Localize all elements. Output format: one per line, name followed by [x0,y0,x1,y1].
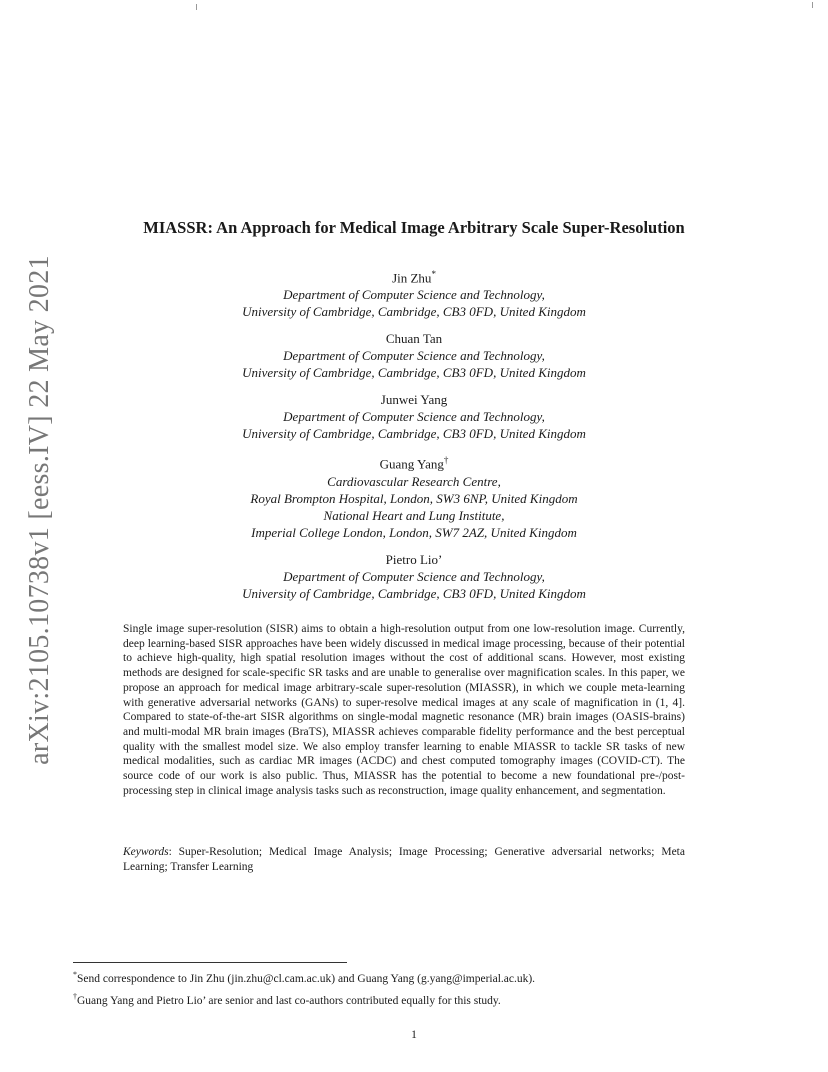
author-name: Pietro Lio’ [385,551,443,567]
author-entry [0,330,828,381]
author-affiliation: Department of Computer Science and Technology, [283,409,545,425]
author-affiliation: Imperial College London, London, SW7 2AZ, United Kingdom [251,524,577,540]
author-entry [0,551,828,602]
abstract: Single image super-resolution (SISR) aims to obtain a high-resolution output from one low-resolution image. Currently, deep learning-based SISR approaches have been widely discussed in medical image processing, because of their potential to achieve high-quality, high spatial resolution images without the cost of additional scans. However, most existing methods are designed for scale-specific SR tasks and are unable to generalise over magnification scales. In this paper, we propose an approach for medical image arbitrary-scale super-resolution (MIASSR), in which we couple meta-learning with generative adversarial networks (GANs) to super-resolve medical images at any scale of magnification in (1, 4]. Compared to state-of-the-art SISR algorithms on single-modal magnetic resonance (MR) brain images (OASIS-brains) and multi-modal MR brain images (BraTS), MIASSR achieves comparable fidelity performance and the best perceptual quality with the smallest model size. We also employ transfer learning to enable MIASSR to tackle SR tasks of new medical modalities, such as cardiac MR images (ACDC) and chest computed tomography images (COVID-CT). The source code of our work is also public. Thus, MIASSR has the potential to become a new foundational pre-/post-processing step in clinical image analysis tasks such as reconstruction, image quality enhancement, and segmentation. [123,623,685,797]
author-entry [0,391,828,442]
author-name: Jin Zhu* [392,269,436,286]
keywords [123,845,685,875]
author-name: Junwei Yang [380,392,448,408]
author-affiliation: University of Cambridge, Cambridge, CB3 0FD, United Kingdom [242,304,586,320]
author-name: Guang Yang† [379,455,449,472]
top-edge-mark [812,2,813,8]
author-entry [0,266,828,320]
author-affiliation: National Heart and Lung Institute, [323,507,505,523]
footnote: *Send correspondence to Jin Zhu (jin.zhu@cl.cam.ac.uk) and Guang Yang (g.yang@imperial.ac.uk). [73,970,536,985]
arxiv-identifier: arXiv:2105.10738v1 [eess.IV] 22 May 2021 [24,255,55,765]
footnote-rule [73,962,347,963]
author-affiliation: University of Cambridge, Cambridge, CB3 0FD, United Kingdom [242,365,586,381]
author-affiliation: Department of Computer Science and Technology, [283,568,545,584]
keywords-text: : Super-Resolution; Medical Image Analysis; Image Processing; Generative adversarial networks; Meta Learning; Transfer Learning [123,846,685,873]
paper-title: MIASSR: An Approach for Medical Image Arbitrary Scale Super-Resolution [143,218,685,237]
author-name: Chuan Tan [385,331,443,347]
author-affiliation: Department of Computer Science and Technology, [283,348,545,364]
author-block [0,266,828,612]
author-affiliation: Cardiovascular Research Centre, [327,473,501,489]
page-number: 1 [411,1029,417,1041]
author-affiliation: University of Cambridge, Cambridge, CB3 0FD, United Kingdom [242,426,586,442]
footnote: †Guang Yang and Pietro Lio’ are senior and last co-authors contributed equally for this study. [73,991,501,1007]
keywords-label: Keywords [123,846,169,858]
author-affiliation: Department of Computer Science and Technology, [283,287,545,303]
top-edge-mark [196,4,197,10]
author-affiliation: University of Cambridge, Cambridge, CB3 0FD, United Kingdom [242,585,586,601]
author-entry [0,452,828,540]
author-affiliation: Royal Brompton Hospital, London, SW3 6NP, United Kingdom [250,490,578,506]
footnotes [73,966,753,1010]
